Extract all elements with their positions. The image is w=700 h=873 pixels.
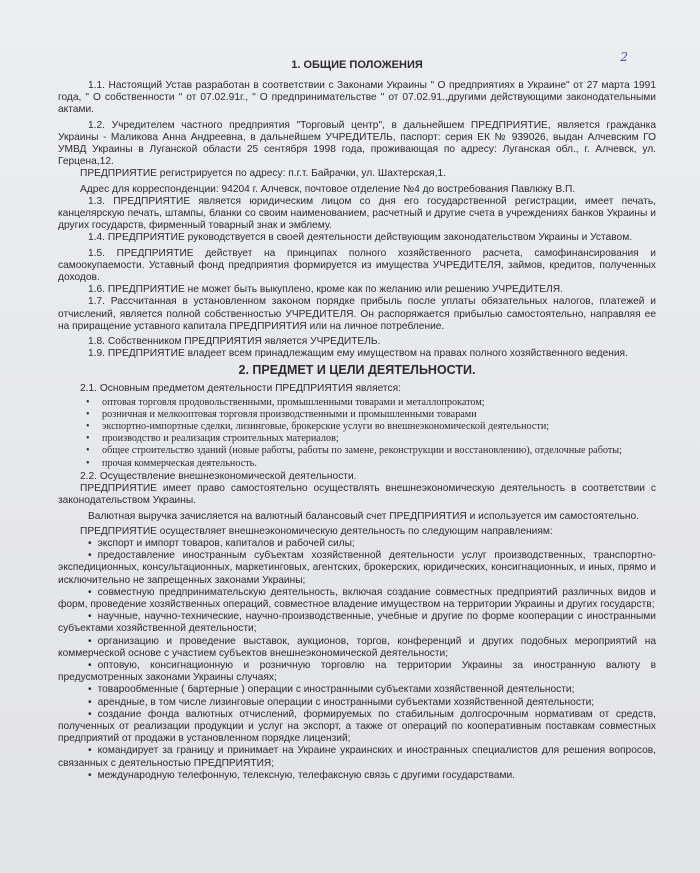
paragraph-1-9: 1.9. ПРЕДПРИЯТИЕ владеет всем принадлежащим ему имуществом на правах полного хозяйственного ведения. <box>88 348 628 360</box>
list-item <box>58 697 656 709</box>
bullet-marker: • <box>88 769 92 781</box>
list-item <box>58 770 656 782</box>
bullet-marker: • <box>88 635 92 647</box>
section-2-title: 2. ПРЕДМЕТ И ЦЕЛИ ДЕЯТЕЛЬНОСТИ. <box>238 363 476 378</box>
paragraph-1-7: 1.7. Рассчитанная в установленном законом порядке прибыль после уплаты обязательных налогов, платежей и отчислений, является полной собственностью УЧРЕДИТЕЛЯ. Он распоряжается прибылью самостоятельно, направляя ее на приращение уставного капитала ПРЕДПРИЯТИЯ или на личное потребление. <box>58 296 656 332</box>
bullet-marker: • <box>88 708 92 720</box>
paragraph-1-8: 1.8. Собственником ПРЕДПРИЯТИЯ является УЧРЕДИТЕЛЬ. <box>88 336 381 348</box>
bullet-marker: • <box>88 537 92 549</box>
page-number-mark: 2 <box>620 50 628 64</box>
paragraph-1-1: 1.1. Настоящий Устав разработан в соответствии с Законами Украины " О предприятиях в Украине" от 27 марта 1991 года, " О собственности " от 07.02.91г., " О предпринимательстве " от 07.02.91.,другими действующими законодательными актами. <box>58 80 656 116</box>
list-item: • общее строительство зданий (новые работы, работы по замене, реконструкции и восстановлению), отделочные работы; <box>86 445 656 457</box>
list-item <box>58 550 656 587</box>
list-item-text: международную телефонную, телексную, телефаксную связь с другими государствами. <box>97 769 515 781</box>
list-item-text: создание фонда валютных отчислений, формируемых по стабильным долгосрочным нормативам от средств, полученных от реализации продукции и услуг на экспорт, а также от операций по кооперативным поставкам совместных предприятий от продажи в установленном порядке лицензий; <box>58 708 656 745</box>
activities-list <box>86 397 656 470</box>
paragraph-2-2-a: ПРЕДПРИЯТИЕ имеет право самостоятельно осуществлять внешнеэкономическую деятельность в соответствии с законодательством Украины. <box>58 483 656 507</box>
list-item-text: командирует за границу и принимает на Украине украинских и иностранных специалистов для решения вопросов, связанных с деятельностью ПРЕДПРИЯТИЯ; <box>58 745 656 769</box>
list-item <box>58 684 656 696</box>
list-item-text: научные, научно-технические, научно-производственные, учебные и другие по форме кооперации с иностранными субъектами хозяйственной деятельности; <box>58 611 656 635</box>
list-item: • оптовая торговля продовольственными, промышленными товарами и металлопрокатом; <box>86 397 656 409</box>
list-item-text: товарообменные ( бартерные ) операции с иностранными субъектами хозяйственной деятельности; <box>97 684 575 696</box>
list-item-text: совместную предпринимательскую деятельность, включая создание совместных предприятий различных видов и форм, проведение хозяйственных операций, совместное владение имуществом на территории Украины и других государств; <box>58 586 656 610</box>
bullet-marker: • <box>88 550 92 562</box>
list-item <box>58 611 656 635</box>
list-item <box>58 709 656 746</box>
list-item-text: предоставление иностранным субъектам хозяйственной деятельности услуг производственных, транспортно-экспедиционных, консультационных, маркетинговых, агентских, брокерских, юридических, консигнационных, и иных, прямо и исключительно не запрещенных законами Украины; <box>58 550 656 586</box>
paragraph-2-2-title: 2.2. Осуществление внешнеэкономической деятельности. <box>80 470 357 482</box>
paragraph-1-2: 1.2. Учредителем частного предприятия "Торговый центр", в дальнейшем ПРЕДПРИЯТИЕ, является гражданка Украины - Маликова Анна Андреевна, в дальнейшем УЧРЕДИТЕЛЬ, паспорт: серия ЕК № 939026, выдан Алчевским ГО УМВД Украины в Луганской области 25 сентября 1998 года, проживающая по адресу: Луганская обл., г. Алчевск, ул. Герцена,12. <box>58 119 656 168</box>
list-item-text: оптовую, консигнационную и розничную торговлю на территории Украины за иностранную валюту в предусмотренных законами Украины случаях; <box>58 659 656 684</box>
list-item-text: арендные, в том числе лизинговые операции с иностранными субъектами хозяйственной деятельности; <box>97 696 595 708</box>
paragraph-2-2-c: ПРЕДПРИЯТИЕ осуществляет внешнеэкономическую деятельность по следующим направлениям: <box>80 525 553 537</box>
list-item: • розничная и мелкооптовая торговля производственными и промышленными товарами <box>86 409 656 421</box>
paragraph-2-1: 2.1. Основным предметом деятельности ПРЕДПРИЯТИЯ является: <box>80 383 401 395</box>
bullet-marker: • <box>88 659 92 671</box>
list-item-text: организацию и проведение выставок, аукционов, торгов, конференций и других подобных мероприятий на коммерческой основе с участием субъектов внешнеэкономической деятельности; <box>58 635 656 659</box>
list-item: • экспортно-импортные сделки, лизинговые, брокерские услуги во внешнеэкономической деятельности; <box>86 421 656 433</box>
registration-address: ПРЕДПРИЯТИЕ регистрируется по адресу: п.г.т. Байрачки, ул. Шахтерская,1. <box>80 168 447 180</box>
list-item: • прочая коммерческая деятельность. <box>86 458 656 470</box>
list-item <box>58 587 656 611</box>
bullet-marker: • <box>88 745 92 757</box>
list-item: • производство и реализация строительных материалов; <box>86 433 656 445</box>
section-1-title: 1. ОБЩИЕ ПОЛОЖЕНИЯ <box>291 59 423 71</box>
bullet-marker: • <box>88 696 92 708</box>
bullet-marker: • <box>88 611 92 623</box>
paragraph-1-6: 1.6. ПРЕДПРИЯТИЕ не может быть выкуплено, кроме как по желанию или решению УЧРЕДИТЕЛЯ. <box>88 284 563 296</box>
paragraph-1-5: 1.5. ПРЕДПРИЯТИЕ действует на принципах полного хозяйственного расчета, самофинансирования и самоокупаемости. Уставный фонд предприятия формируется из имущества УЧРЕДИТЕЛЯ, займов, кредитов, полученных доходов. <box>58 247 656 284</box>
correspondence-address: Адрес для корреспонденции: 94204 г. Алчевск, почтовое отделение №4 до востребования Павлюку В.П. <box>80 183 576 195</box>
list-item <box>58 636 656 660</box>
paragraph-1-3: 1.3. ПРЕДПРИЯТИЕ является юридическим лицом со дня его государственной регистрации, имеет печать, канцелярскую печать, штампы, бланки со своим наименованием, расчетный и другие счета в учреждениях банков Украины и других государств, фирменный товарный знак и эмблему. <box>58 195 656 232</box>
paragraph-1-4: 1.4. ПРЕДПРИЯТИЕ руководствуется в своей деятельности действующим законодательством Украины и Уставом. <box>88 232 633 244</box>
list-item-text: экспорт и импорт товаров, капиталов и рабочей силы; <box>97 537 355 549</box>
list-item <box>58 745 656 769</box>
bullet-marker: • <box>88 586 92 598</box>
bullet-marker: • <box>88 684 92 696</box>
list-item <box>58 538 656 550</box>
list-item <box>58 660 656 684</box>
directions-list <box>58 538 656 782</box>
paragraph-2-2-b: Валютная выручка зачисляется на валютный балансовый счет ПРЕДПРИЯТИЯ и используется им самостоятельно. <box>88 510 640 522</box>
